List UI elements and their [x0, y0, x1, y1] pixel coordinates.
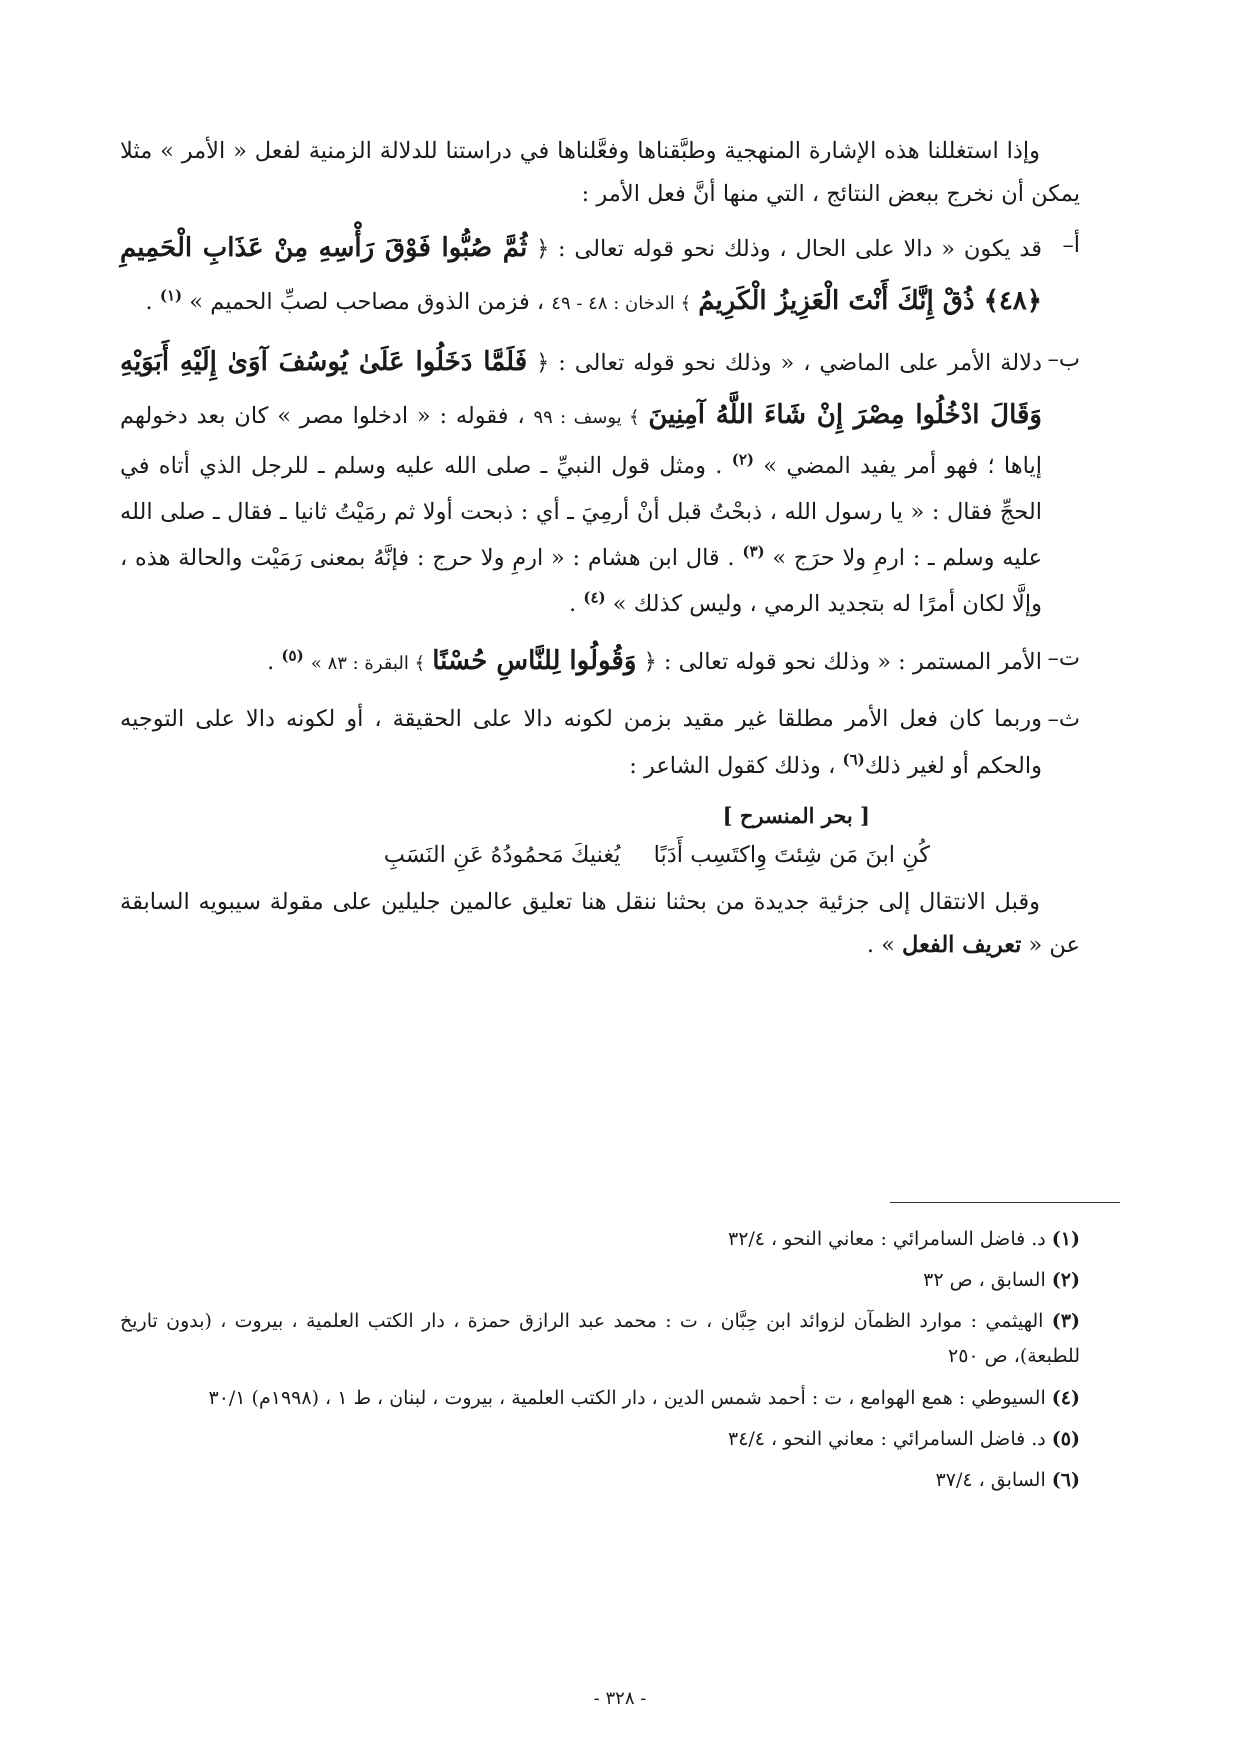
list-item-th — [120, 696, 1080, 788]
quran-verse: ثُمَّ صُبُّوا فَوْقَ رَأْسِهِ مِنْ عَذَابِ الْحَمِيمِ ﴿٤٨﴾ ذُقْ إِنَّكَ أَنْتَ الْعَزِيزُ الْكَرِيمُ — [120, 232, 1042, 316]
item-text: . قال ابن هشام : « ارمِ ولا حرج : فإنَّهُ بمعنى رَمَيْت والحالة هذه ، وإلَّا لكان أمرًا له بتجديد الرمي ، وليس كذلك » — [120, 544, 1042, 618]
poem-hemistich-first: كُنِ ابنَ مَن شِئتَ وِاكتَسِب أَدَبًا — [653, 841, 930, 868]
footnote-text: د. فاضل السامرائي : معاني النحو ، ٣٤/٤ — [727, 1427, 1046, 1450]
verse-reference: ﴾ الدخان : ٤٨ - ٤٩ — [551, 292, 692, 314]
footnote-divider — [890, 1202, 1120, 1203]
poem-verse — [120, 797, 1080, 875]
footnote-text: السيوطي : همع الهوامع ، ت : أحمد شمس الدين ، دار الكتب العلمية ، بيروت ، لبنان ، ط ١ ، (١٩٩٨م) ٣٠/١ — [208, 1386, 1046, 1409]
item-end: . — [569, 591, 577, 618]
poem-hemistich-second: يُغنيكَ مَحمُودُهُ عَنِ النَسَبِ — [383, 841, 621, 868]
list-marker: أ– — [1062, 231, 1080, 258]
footnote-marker: (٣) — [742, 542, 765, 561]
list-marker: ث– — [1047, 706, 1080, 733]
footnote-text: د. فاضل السامرائي : معاني النحو ، ٣٢/٤ — [727, 1228, 1046, 1250]
footnote-item — [120, 1463, 1080, 1498]
list-item-t — [120, 635, 1080, 688]
footnote-marker: (٤) — [583, 588, 606, 607]
footnote-number: (١) — [1051, 1228, 1080, 1250]
closing-text: وقبل الانتقال إلى جزئية جديدة من بحثنا ننقل هنا تعليق عالمين جليلين على مقولة سيبويه السابقة عن « — [120, 889, 1080, 958]
footnote-marker: (٢) — [731, 450, 754, 469]
closing-end: » . — [866, 931, 895, 958]
footnote-number: (٤) — [1051, 1386, 1080, 1409]
item-text: الأمر المستمر : « وذلك نحو قوله تعالى : ﴿ — [643, 649, 1042, 676]
page-number: - ٣٢٨ - — [593, 1688, 647, 1709]
footnote-number: (٢) — [1051, 1269, 1080, 1292]
item-text: وربما كان فعل الأمر مطلقا غير مقيد بزمن لكونه دالا على الحقيقة ، أو لكونه دالا على التوجيه والحكم أو لغير ذلك — [120, 706, 1042, 779]
verse-reference: ﴾ يوسف : ٩٩ — [533, 407, 640, 429]
footnote-number: (٥) — [1051, 1427, 1080, 1450]
quran-verse: وَقُولُوا لِلنَّاسِ حُسْنًا — [432, 646, 637, 677]
closing-term: تعريف الفعل — [902, 931, 1022, 958]
item-text: قد يكون « دالا على الحال ، وذلك نحو قوله تعالى : ﴿ — [536, 235, 1042, 262]
list-item-b — [120, 336, 1080, 627]
footnote-item — [120, 1304, 1080, 1374]
footnote-marker: (٦) — [842, 750, 865, 769]
list-marker: ت– — [1047, 645, 1080, 672]
footnote-item — [120, 1422, 1080, 1457]
footnote-text: السابق ، ٣٧/٤ — [935, 1468, 1046, 1491]
list-item-a — [120, 222, 1080, 329]
intro-paragraph: وإذا استغللنا هذه الإشارة المنهجية وطبَّقناها وفعَّلناها في دراستنا للدلالة الزمنية لفعل « الأمر » مثلا يمكن أن نخرج ببعض النتائج ، التي منها أنَّ فعل الأمر : — [120, 138, 1080, 207]
closing-paragraph — [120, 881, 1080, 967]
item-end: . — [267, 649, 275, 676]
footnote-text: السابق ، ص ٣٢ — [923, 1269, 1046, 1292]
footnote-item — [120, 1222, 1080, 1257]
footnote-text: الهيثمي : موارد الظمآن لزوائد ابن حِبَّان ، ت : محمد عبد الرازق حمزة ، دار الكتب العلمية ، بيروت ، (بدون تاريخ للطبعة)، ص ٢٥٠ — [120, 1310, 1080, 1368]
footnote-number: (٣) — [1051, 1310, 1080, 1333]
item-text: دلالة الأمر على الماضي ، « وذلك نحو قوله تعالى : ﴿ — [536, 350, 1043, 377]
item-text: ، فقوله : « ادخلوا مصر » كان بعد دخولهم إياها ؛ فهو أمر يفيد المضي » — [120, 403, 1043, 479]
footnote-number: (٦) — [1051, 1468, 1080, 1491]
item-end: . — [145, 288, 153, 315]
footnote-item — [120, 1263, 1080, 1298]
poem-meter: [ بحر المنسرح ] — [722, 802, 870, 828]
item-text: . ومثل قول النبيِّ ـ صلى الله عليه وسلم ـ للرجل الذي أتاه في الحجِّ فقال : « يا رسول الله ، ذبحْتُ قبل أنْ أرمِيَ ـ أي : ذبحت أولا ثم رمَيْتُ ثانيا ـ فقال ـ صلى الله عليه وسلم ـ : ارمِ ولا حرَج » — [120, 452, 1042, 571]
item-text: ، وذلك كقول الشاعر : — [629, 752, 836, 779]
list-marker: ب– — [1047, 346, 1080, 373]
footnote-item — [120, 1381, 1080, 1416]
quran-verse: فَلَمَّا دَخَلُوا عَلَىٰ يُوسُفَ آوَىٰ إِلَيْهِ أَبَوَيْهِ وَقَالَ ادْخُلُوا مِصْرَ إِنْ شَاءَ اللَّهُ آمِنِينَ — [120, 347, 1042, 431]
verse-reference: ﴾ البقرة : ٨٣ » — [310, 653, 426, 675]
footnotes — [120, 1222, 1080, 1504]
item-text: ، فزمن الذوق مصاحب لصبِّ الحميم » — [189, 288, 545, 315]
footnote-marker: (١) — [159, 286, 183, 305]
document-body — [120, 130, 1080, 973]
footnote-marker: (٥) — [281, 646, 304, 665]
